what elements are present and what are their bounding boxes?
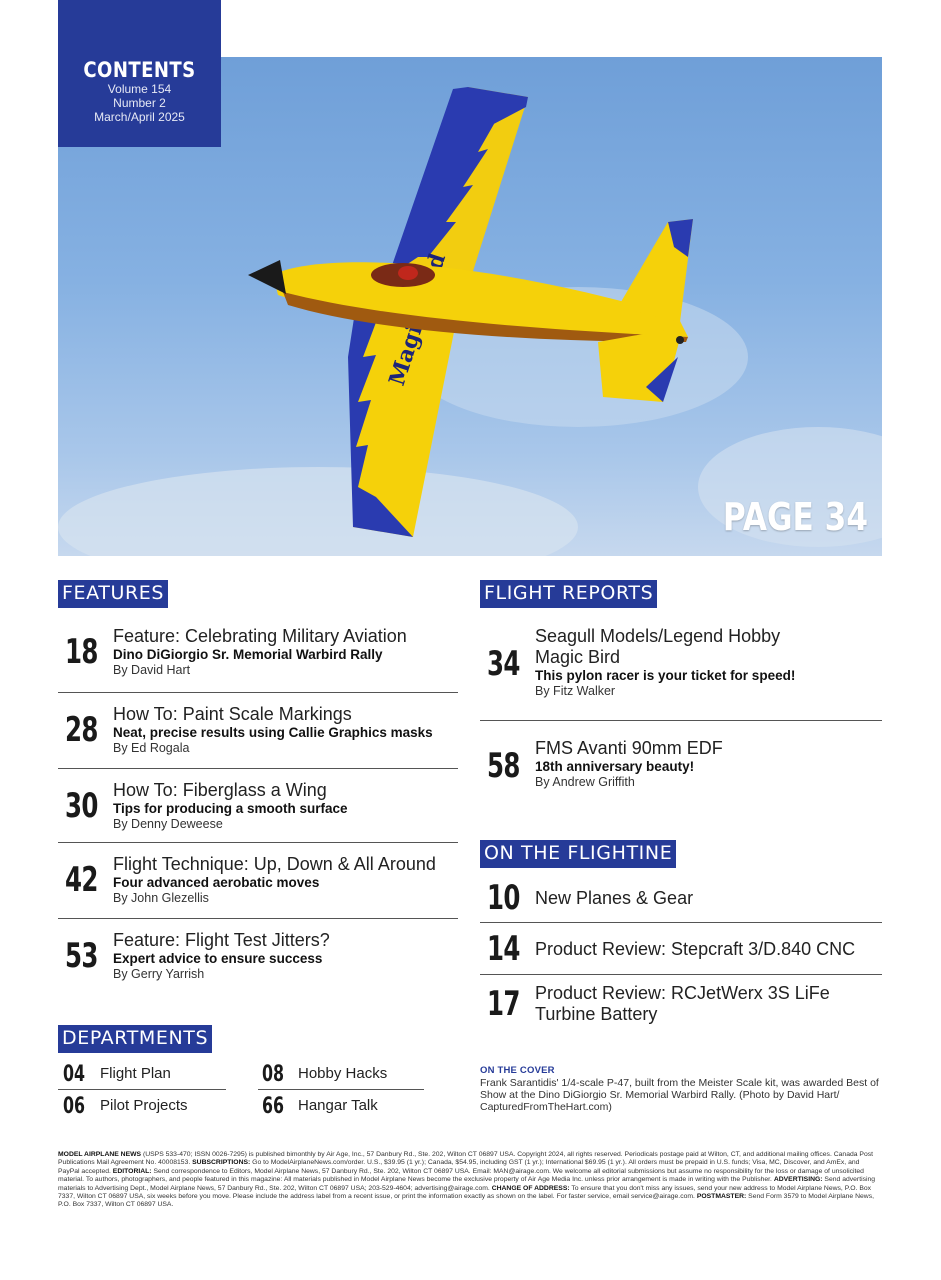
flightline-item[interactable] xyxy=(487,982,882,1026)
issue-date: March/April 2025 xyxy=(94,110,185,124)
fine-print-text: Send correspondence to Editors, Model Airplane News, 57 Danbury Rd., Ste. 202, Wilton CT 06897 USA. Email: MAN@airage.com. We welcome all editorial submissions but assume no responsibility for the loss or damage of unsolicited material. To authors, photographers, and people featured in this magazine: All materials published in Model Airplane News become the exclusive property of Air Age Media Inc. unless prior arrangement is made in writing with the Publisher. xyxy=(58,1167,864,1184)
feature-item[interactable] xyxy=(65,780,458,840)
flightline-heading: ON THE FLIGHTINE xyxy=(480,840,676,866)
feature-byline: By Denny Deweese xyxy=(113,817,223,831)
report-title: Seagull Models/Legend Hobby xyxy=(535,626,781,646)
flightline-item[interactable] xyxy=(487,931,882,971)
department-label: Flight Plan xyxy=(100,1065,171,1082)
feature-subtitle: Expert advice to ensure success xyxy=(113,951,323,966)
number-label: Number 2 xyxy=(113,96,166,110)
divider xyxy=(58,768,458,769)
page-number: 14 xyxy=(487,929,520,969)
divider xyxy=(258,1089,424,1090)
flightline-title: Product Review: Stepcraft 3/D.840 CNC xyxy=(535,939,856,959)
fine-print-label: ADVERTISING: xyxy=(773,1176,823,1184)
feature-byline: By Ed Rogala xyxy=(113,741,190,755)
features-heading: FEATURES xyxy=(58,580,168,606)
feature-item[interactable] xyxy=(65,854,458,914)
page-number: 53 xyxy=(65,936,98,976)
page-number: 08 xyxy=(262,1062,285,1087)
page-number: 34 xyxy=(487,644,520,684)
report-title: FMS Avanti 90mm EDF xyxy=(535,738,723,758)
fine-print-text: Go to ModelAirplaneNews.com/order. U.S., $39.95 (1 yr.); Canada, $54.95, including GST (1 yr.); International $69.95 (1 yr.). All orders must be prepaid in U.S. funds; Visa, MC, Discover, and AmEx, and PayPal accepted. xyxy=(58,1159,860,1175)
fine-print-label: EDITORIAL: xyxy=(112,1167,152,1175)
divider xyxy=(58,842,458,843)
flightline-title-line2: Turbine Battery xyxy=(535,1004,658,1024)
on-the-cover-text: Frank Sarantidis' 1/4-scale P-47, built from the Meister Scale kit, was awarded Best of Show at the Dino DiGiorgio Sr. Memorial Warbird Rally. (Photo by David Hart/ CapturedFromTheHart.com) xyxy=(480,1077,879,1113)
flightline-item[interactable] xyxy=(487,880,882,920)
flight-reports-heading: FLIGHT REPORTS xyxy=(480,580,657,606)
feature-subtitle: Dino DiGiorgio Sr. Memorial Warbird Rally xyxy=(113,647,383,662)
contents-title: CONTENTS xyxy=(83,58,196,82)
divider xyxy=(480,720,882,721)
report-byline: By Fitz Walker xyxy=(535,684,616,698)
feature-title: Feature: Flight Test Jitters? xyxy=(113,930,330,950)
report-subtitle: This pylon racer is your ticket for speed! xyxy=(535,668,796,683)
departments-heading: DEPARTMENTS xyxy=(58,1025,212,1051)
department-item[interactable] xyxy=(262,1062,424,1087)
flightline-title: Product Review: RCJetWerx 3S LiFe xyxy=(535,983,830,1003)
fine-print-label: SUBSCRIPTIONS: xyxy=(192,1159,251,1167)
page-number: 66 xyxy=(262,1094,285,1119)
flightline-title: New Planes & Gear xyxy=(535,888,694,908)
report-title-line2: Magic Bird xyxy=(535,647,621,667)
department-item[interactable] xyxy=(63,1062,248,1087)
feature-title: Flight Technique: Up, Down & All Around xyxy=(113,854,436,874)
page-number: 04 xyxy=(63,1062,86,1087)
feature-title: How To: Fiberglass a Wing xyxy=(113,780,327,800)
page-number: 18 xyxy=(65,632,98,672)
page-number: 58 xyxy=(487,746,520,786)
flight-report-item[interactable] xyxy=(487,626,882,706)
feature-title: Feature: Celebrating Military Aviation xyxy=(113,626,407,646)
department-item[interactable] xyxy=(262,1094,424,1119)
report-byline: By Andrew Griffith xyxy=(535,775,635,789)
feature-byline: By John Glezellis xyxy=(113,891,209,905)
fine-print-text: (USPS 533-470; ISSN 0026-7295) is published bimonthly by Air Age, Inc., 57 Danbury Rd., Ste. 202, Wilton CT 06897 USA. Copyright 2024, all rights reserved. Periodicals postage paid at Wilton, CT, and additional mailing offices. Canada Post Publications Mail Agreement No. 40008153. xyxy=(58,1151,874,1167)
page-number: 42 xyxy=(65,860,98,900)
contents-box xyxy=(58,0,221,147)
department-label: Hangar Talk xyxy=(298,1097,378,1114)
flight-report-item[interactable] xyxy=(487,738,882,798)
feature-item[interactable] xyxy=(65,626,458,686)
department-item[interactable] xyxy=(63,1094,248,1119)
volume-label: Volume 154 xyxy=(107,82,172,96)
fine-print-label: POSTMASTER: xyxy=(696,1193,747,1201)
divider xyxy=(58,692,458,693)
feature-item[interactable] xyxy=(65,704,458,764)
fine-print-text: Send advertising materials to Advertising Dept., Model Airplane News, 57 Danbury Rd., Ste. 202, Wilton CT 06897 USA; 203-529-4604; advertising@airage.com. xyxy=(58,1176,876,1192)
on-the-cover-heading: ON THE COVER xyxy=(480,1065,555,1076)
page-number: 06 xyxy=(63,1094,86,1119)
feature-byline: By David Hart xyxy=(113,663,191,677)
divider xyxy=(58,1089,226,1090)
publication-fine-print xyxy=(58,1151,882,1210)
page-callout[interactable]: PAGE 34 xyxy=(722,495,868,539)
fine-print-label: CHANGE OF ADDRESS: xyxy=(491,1184,570,1192)
page-number: 17 xyxy=(487,984,520,1024)
feature-subtitle: Neat, precise results using Callie Graphics masks xyxy=(113,725,433,740)
feature-item[interactable] xyxy=(65,930,458,990)
fine-print-text: To ensure that you don't miss any issues, send your new address to Model Airplane News, P.O. Box 7337, Wilton CT 06897 USA, six weeks before you move. Please include the address label from a recent issue, or print the information exactly as shown on the label. For faster service, email service@airage.com. xyxy=(58,1184,872,1201)
page-number: 10 xyxy=(487,878,520,918)
page-number: 30 xyxy=(65,786,98,826)
divider xyxy=(480,974,882,975)
feature-subtitle: Four advanced aerobatic moves xyxy=(113,875,320,890)
feature-byline: By Gerry Yarrish xyxy=(113,967,205,981)
page-number: 28 xyxy=(65,710,98,750)
feature-subtitle: Tips for producing a smooth surface xyxy=(113,801,348,816)
fine-print-label: MODEL AIRPLANE NEWS xyxy=(58,1151,142,1158)
feature-title: How To: Paint Scale Markings xyxy=(113,704,352,724)
fine-print-text: Send Form 3579 to Model Airplane News, P.O. Box 7337, Wilton CT 06897 USA. xyxy=(58,1193,874,1209)
report-subtitle: 18th anniversary beauty! xyxy=(535,759,695,774)
department-label: Hobby Hacks xyxy=(298,1065,388,1082)
divider xyxy=(480,922,882,923)
divider xyxy=(58,918,458,919)
department-label: Pilot Projects xyxy=(100,1097,188,1114)
